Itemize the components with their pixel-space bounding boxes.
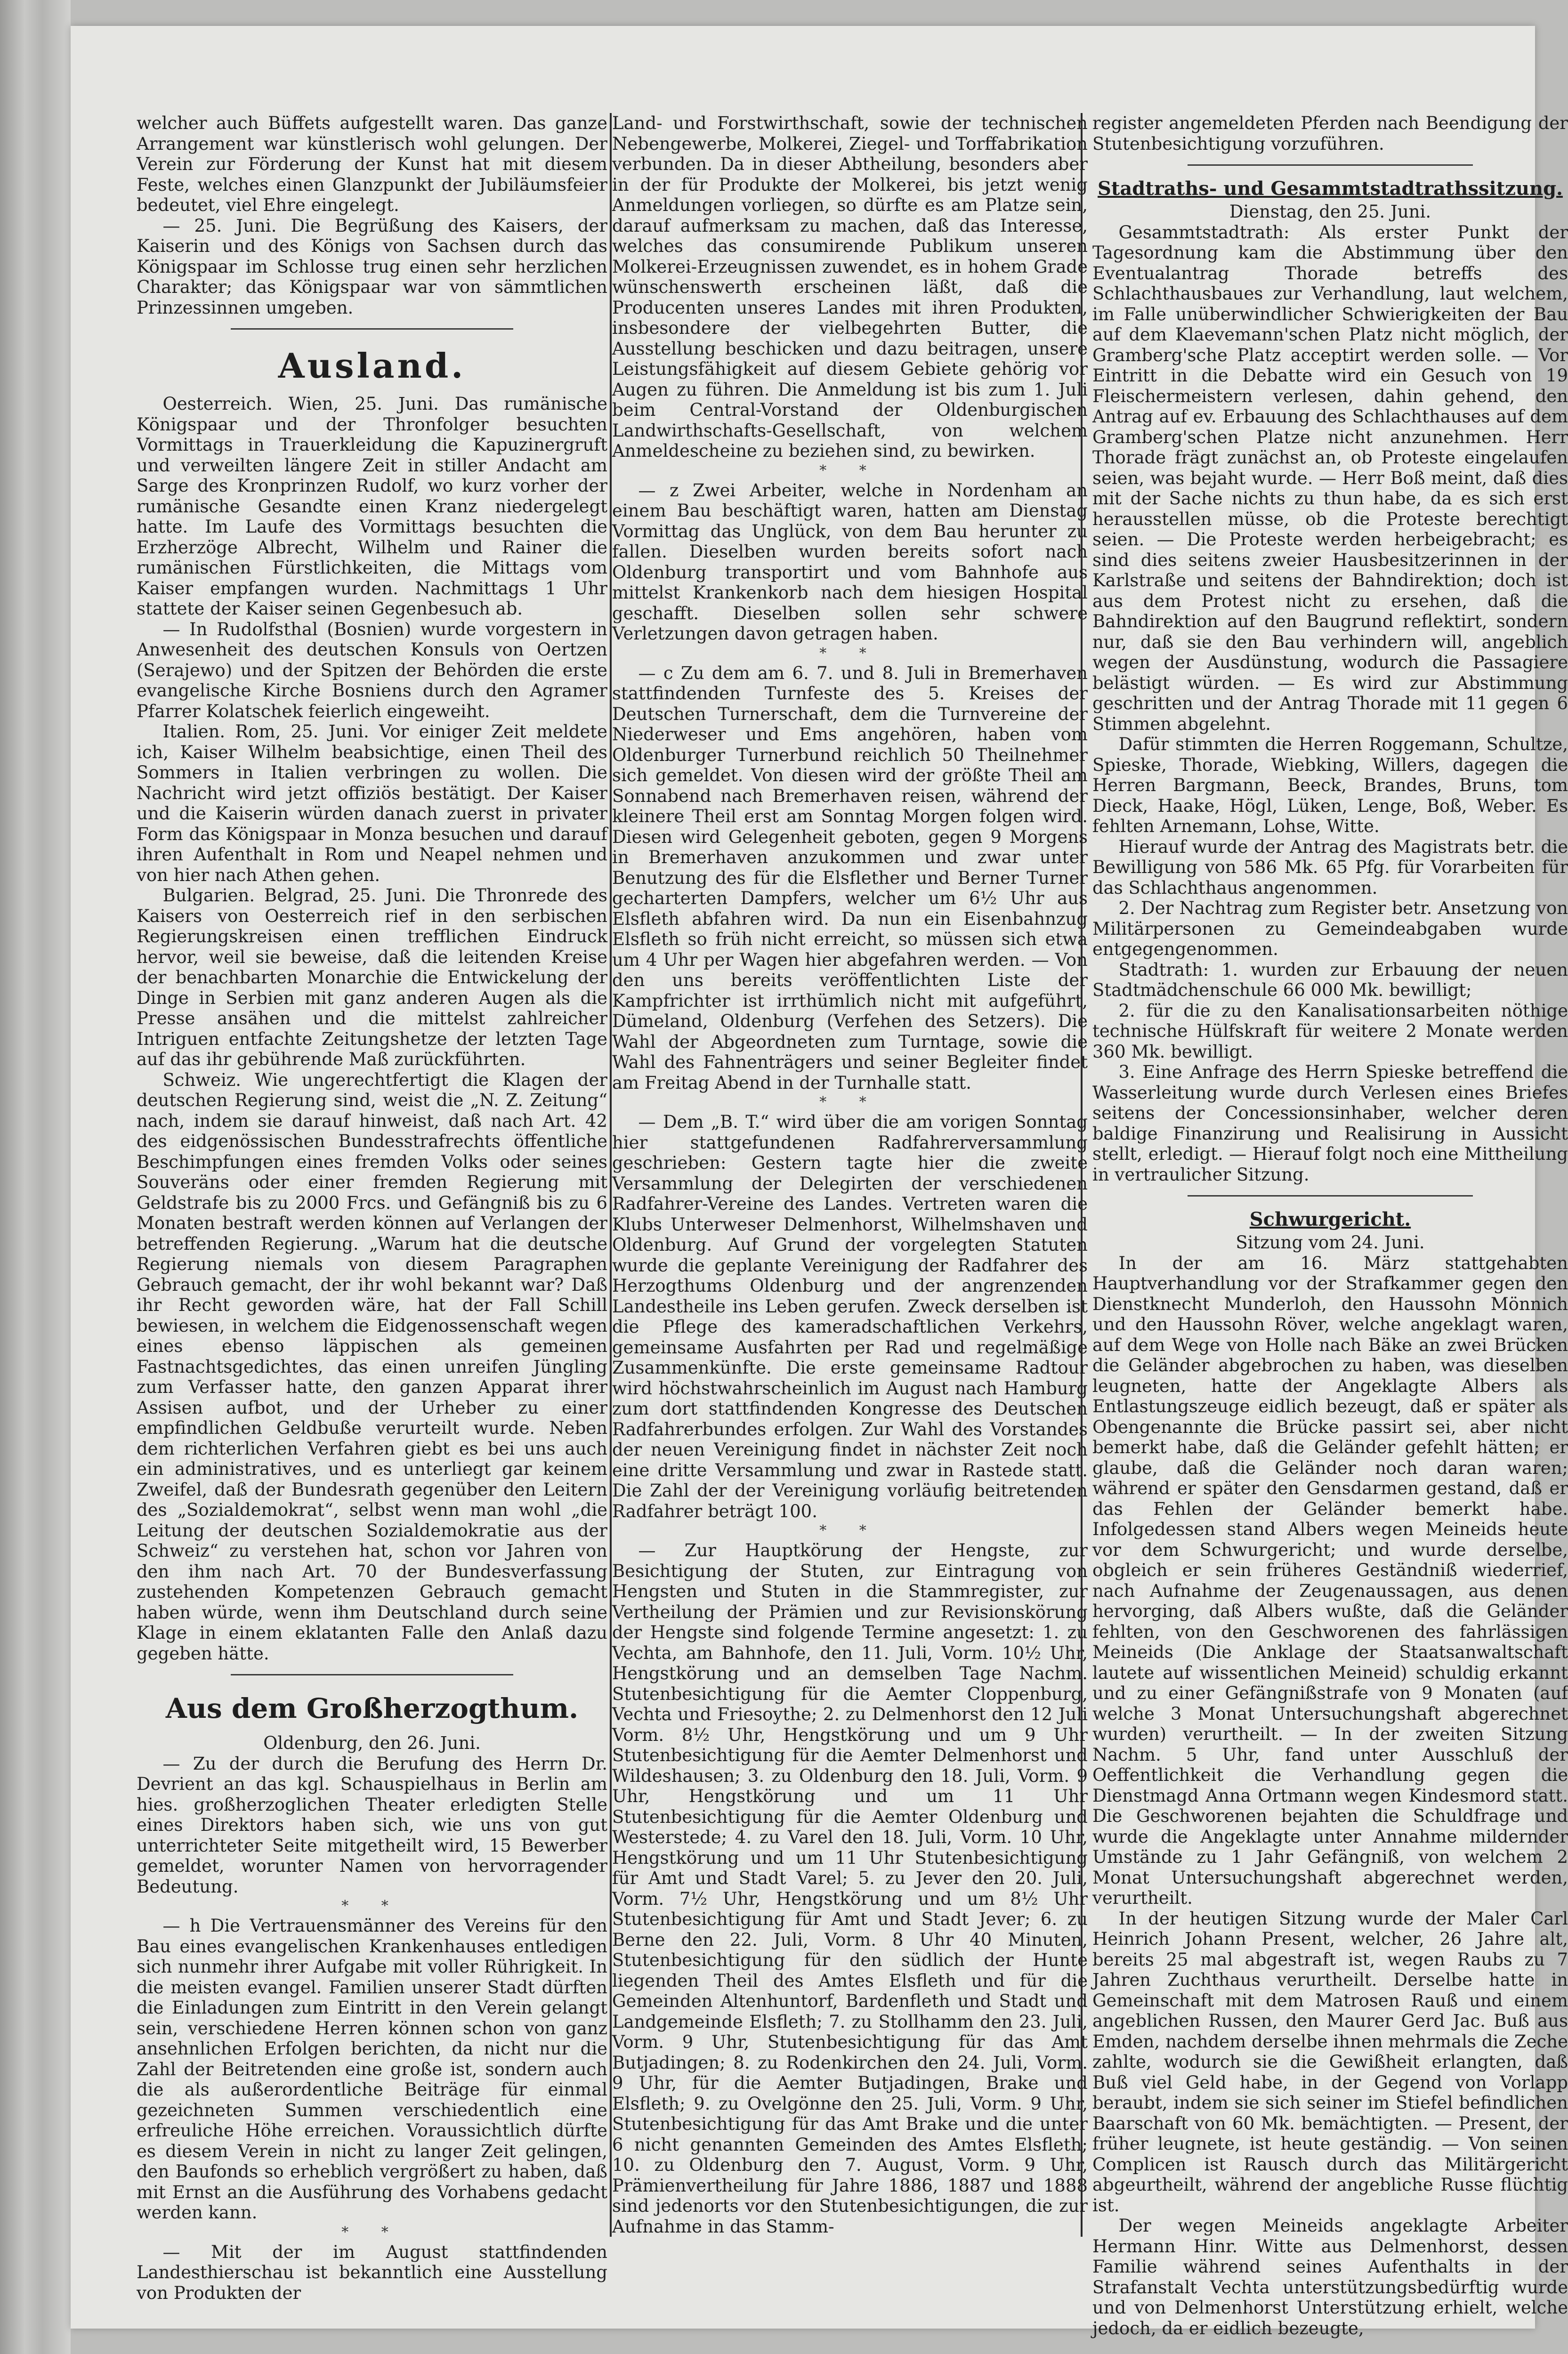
article-paragraph: 2. Der Nachtrag zum Register betr. Ansetzung von Militärpersonen zu Gemeindeabgaben wurde entgegengenommen. xyxy=(1092,898,1568,959)
article-paragraph: — z Zwei Arbeiter, welche in Nordenham an einem Bau beschäftigt waren, hatten am Dienstag Vormittag das Unglück, von dem Bau herunter zu fallen. Dieselben wurden bereits sofort nach Oldenburg transportirt und vom Bahnhofe aus mittelst Krankenkorb nach dem hiesigen Hospital geschafft. Dieselben sollen sehr schwere Verletzungen davon getragen haben. xyxy=(612,480,1088,644)
section-divider xyxy=(1188,164,1473,166)
article-paragraph: welcher auch Büffets aufgestellt waren. Das ganze Arrangement war künstlerisch wohl gelungen. Der Verein zur Förderung der Kunst hat mit diesem Feste, welches einen Glanzpunkt der Jubiläumsfeier bedeutet, viel Ehre eingelegt. xyxy=(137,113,607,215)
article-paragraph: — Zur Hauptkörung der Hengste, zur Besichtigung der Stuten, zur Eintragung von Hengsten und Stuten in die Stammregister, zur Vertheilung der Prämien und zur Revisionskörung der Hengste sind folgende Termine angesetzt: 1. zu Vechta, am Bahnhofe, den 11. Juli, Vorm. 10½ Uhr, Hengstkörung und an demselben Tage Nachm. Stutenbesichtigung für die Aemter Cloppenburg, Vechta und Friesoythe; 2. zu Delmenhorst den 12 Juli Vorm. 8½ Uhr, Hengstkörung und um 9 Uhr Stutenbesichtigung für die Aemter Delmenhorst und Wildeshausen; 3. zu Oldenburg den 18. Juli, Vorm. 9 Uhr, Hengstkörung und um 11 Uhr Stutenbesichtigung für die Aemter Oldenburg und Westerstede; 4. zu Varel den 18. Juli, Vorm. 10 Uhr, Hengstkörung und um 11 Uhr Stutenbesichtigung für Amt und Stadt Varel; 5. zu Jever den 20. Juli, Vorm. 7½ Uhr, Hengstkörung und um 8½ Uhr Stutenbesichtigung für Amt und Stadt Jever; 6. zu Berne den 22. Juli, Vorm. 8 Uhr 40 Minuten, Stutenbesichtigung für den südlich der Hunte liegenden Theil des Amtes Elsfleth und für die Gemeinden Altenhuntorf, Bardenfleth und Stadt und Landgemeinde Elsfleth; 7. zu Stollhamm den 23. Juli, Vorm. 9 Uhr, Stutenbesichtigung für das Amt Butjadingen; 8. zu Rodenkirchen den 24. Juli, Vorm. 9 Uhr, für die Aemter Butjadingen, Brake und Elsfleth; 9. zu Ovelgönne den 25. Juli, Vorm. 9 Uhr, Stutenbesichtigung für das Amt Brake und die unter 6 nicht genannten Gemeinden des Amtes Elsfleth; 10. zu Oldenburg den 7. August, Vorm. 9 Uhr, Prämienvertheilung für Jahre 1886, 1887 und 1888 sind jedenorts vor den Stutenbesichtigungen, die zur Aufnahme in das Stamm- xyxy=(612,1540,1088,2237)
article-paragraph: Hierauf wurde der Antrag des Magistrats betr. die Bewilligung von 586 Mk. 65 Pfg. für Vorarbeiten für das Schlachthaus angenommen. xyxy=(1092,836,1568,898)
article-paragraph: Bulgarien. Belgrad, 25. Juni. Die Thronrede des Kaisers von Oesterreich rief in den serbischen Regierungskreisen einen trefflichen Eindruck hervor, weil sie beweise, daß die leitenden Kreise der benachbarten Monarchie die Entwickelung der Dinge in Serbien mit ganz anderen Augen als die Presse ansähen und die mittelst zahlreicher Intriguen entfachte Zeitungshetze der letzten Tage auf das ihr gebührende Maß zurückführten. xyxy=(137,885,607,1069)
article-paragraph: Italien. Rom, 25. Juni. Vor einiger Zeit meldete ich, Kaiser Wilhelm beabsichtige, einen Theil des Sommers in Italien verbringen zu wollen. Die Nachricht wird jetzt offiziös bestätigt. Der Kaiser und die Kaiserin würden danach zuerst in privater Form das Königspaar in Monza besuchen und darauf ihren Aufenthalt in Rom und Neapel nehmen und von hier nach Athen gehen. xyxy=(137,721,607,885)
section-heading: Ausland. xyxy=(278,346,466,386)
dateline: Dienstag, den 25. Juni. xyxy=(1229,202,1431,222)
section-divider xyxy=(231,328,513,330)
dateline: Sitzung vom 24. Juni. xyxy=(1236,1232,1425,1253)
article-paragraph: Stadtrath: 1. wurden zur Erbauung der neuen Stadtmädchenschule 66 000 Mk. bewilligt; xyxy=(1092,959,1568,1000)
column-3 xyxy=(1092,113,1568,2338)
section-heading: Schwurgericht. xyxy=(1249,1208,1411,1230)
asterism-separator: * * xyxy=(819,1094,881,1110)
article-paragraph: Dafür stimmten die Herren Roggemann, Schultze, Spieske, Thorade, Wiebking, Willers, dagegen die Herren Bargmann, Beeck, Brandes, Bruns, tom Dieck, Haake, Högl, Lüken, Lenge, Boß, Weber. Es fehlten Arnemann, Lohse, Witte. xyxy=(1092,734,1568,836)
book-binding-edge xyxy=(0,0,71,2354)
section-divider xyxy=(1188,1195,1473,1197)
article-paragraph: — 25. Juni. Die Begrüßung des Kaisers, der Kaiserin und des Königs von Sachsen durch das Königspaar im Schlosse trug einen sehr herzlichen Charakter; das Königspaar war von sämmtlichen Prinzessinnen umgeben. xyxy=(137,215,607,318)
asterism-separator: * * xyxy=(341,1898,403,1914)
article-paragraph: — Mit der im August stattfindenden Landesthierschau ist bekanntlich eine Ausstellung von Produkten der xyxy=(137,2241,607,2303)
article-paragraph: — h Die Vertrauensmänner des Vereins für den Bau eines evangelischen Krankenhauses entledigen sich nunmehr ihrer Aufgabe mit voller Rührigkeit. In die meisten evangel. Familien unserer Stadt dürften die Einladungen zum Eintritt in den Verein gelangt sein, verschiedene Herren können schon von ganz ansehnlichen Erfolgen berichten, da nicht nur die Zahl der Beitretenden eine große ist, sondern auch die als außerordentliche Beiträge für einmal gezeichneten Summen verschiedentlich eine erfreuliche Höhe erreichen. Voraussichtlich dürfte es diesem Verein in nicht zu langer Zeit gelingen, den Baufonds so erheblich vergrößert zu haben, daß mit Ernst an die Ausführung des Vorhabens gedacht werden kann. xyxy=(137,1916,607,2223)
asterism-separator: * * xyxy=(819,645,881,662)
column-1 xyxy=(137,113,607,2303)
article-paragraph: 3. Eine Anfrage des Herrn Spieske betreffend die Wasserleitung wurde durch Verlesen eines Briefes seitens der Concessionsinhaber, welcher deren baldige Finanzirung und Realisirung in Aussicht stellt, erledigt. — Hierauf folgt noch eine Mittheilung in vertraulicher Sitzung. xyxy=(1092,1062,1568,1185)
asterism-separator: * * xyxy=(341,2224,403,2241)
column-rule xyxy=(610,113,612,2237)
newspaper-page xyxy=(71,26,1568,2338)
article-paragraph: Gesammtstadtrath: Als erster Punkt der Tagesordnung kam die Abstimmung über den Eventualantrag Thorade betreffs des Schlachthausbaues zur Verhandlung, laut welchem, im Falle unüberwindlicher Schwierigkeiten der Bau auf dem Klaevemann'schen Platz nicht möglich, der Gramberg'sche Platz acceptirt werden solle. — Vor Eintritt in die Debatte wird ein Gesuch von 19 Fleischermeistern verlesen, dahin gehend, den Antrag auf ev. Erbauung des Schlachthauses auf dem Gramberg'schen Platze nicht anzunehmen. Herr Thorade frägt zunächst an, ob Proteste eingelaufen seien, was bejaht wurde. — Herr Boß meint, daß dies mit der Sache nichts zu thun habe, da es sich erst herausstellen müsse, ob die Proteste berechtigt seien. — Die Proteste werden herbeigebracht; es sind dies seitens zweier Hausbesitzerinnen in der Karlstraße und seitens der Bahndirektion; doch ist aus dem Protest nicht zu ersehen, daß die Bahndirektion auf den Baugrund reflektirt, sondern nur, daß sie den Bau verhindern will, angeblich wegen der Ausdünstung, wodurch die Passagiere belästigt würden. — Es wird zur Abstimmung geschritten und der Antrag Thorade mit 11 gegen 6 Stimmen abgelehnt. xyxy=(1092,222,1568,734)
article-paragraph: In der heutigen Sitzung wurde der Maler Carl Heinrich Johann Present, welcher, 26 Jahre alt, bereits 25 mal abgestraft ist, wegen Raubs zu 7 Jahren Zuchthaus verurtheilt. Derselbe hatte in Gemeinschaft mit dem Matrosen Rauß und einem angeblichen Russen, den Maurer Gerd Jac. Buß aus Emden, nachdem derselbe ihnen mehrmals die Zeche zahlte, wodurch sie die Gewißheit erlangten, daß Buß viel Geld habe, in der Gegend von Vorlapp beraubt, indem sie sich seiner im Stiefel befindlichen Baarschaft von 60 Mk. bemächtigten. — Present, der früher leugnete, ist heute geständig. — Von seinen Complicen ist Rausch durch das Militärgericht abgeurtheilt, während der angebliche Russe flüchtig ist. xyxy=(1092,1908,1568,2216)
article-paragraph: In der am 16. März stattgehabten Hauptverhandlung vor der Strafkammer gegen den Dienstknecht Munderloh, den Haussohn Mönnich und den Haussohn Röver, welche angeklagt waren, auf dem Wege von Holle nach Bäke an zwei Brücken die Geländer abgebrochen zu haben, was dieselben leugneten, hatte der Angeklagte Albers als Entlastungszeuge eidlich bezeugt, daß er später als Obengenannte die Brücke passirt sei, aber nicht bemerkt habe, daß die Geländer gefehlt hätten; er glaube, daß die Geländer noch daran waren; während er später den Gensdarmen gestand, daß er das Fehlen der Geländer bemerkt habe. Infolgedessen stand Albers wegen Meineids heute vor dem Schwurgericht; und wurde derselbe, obgleich er sein früheres Geständniß wiederrief, nach Aufnahme der Zeugenaussagen, aus denen hervorging, daß Albers wußte, daß die Geländer fehlten, von den Geschworenen des fahrlässigen Meineids (Die Anklage der Staatsanwaltschaft lautete auf wissentlichen Meineid) schuldig erkannt und zu einer Gefängnißstrafe von 9 Monaten (auf welche 3 Monat Untersuchungshaft abgerechnet wurden) verurtheilt. — In der zweiten Sitzung Nachm. 5 Uhr, fand unter Ausschluß der Oeffentlichkeit die Verhandlung gegen die Dienstmagd Anna Ortmann wegen Kindesmord statt. Die Geschworenen bejahten die Schuldfrage und wurde die Angeklagte unter Annahme mildernder Umstände zu 1 Jahr Gefängniß, von welchem 2 Monat Untersuchungshaft abgerechnet werden, verurtheilt. xyxy=(1092,1253,1568,1908)
dateline: Oldenburg, den 26. Juni. xyxy=(263,1733,481,1753)
section-heading: Stadtraths- und Gesammtstadtrathssitzung. xyxy=(1098,178,1563,200)
article-paragraph: Schweiz. Wie ungerechtfertigt die Klagen der deutschen Regierung sind, weist die „N. Z. Zeitung“ nach, indem sie darauf hinweist, daß nach Art. 42 des eidgenössischen Bundesstrafrechts öffentliche Beschimpfungen eines fremden Volks oder seines Souveräns oder einer fremden Regierung mit Geldstrafe bis zu 2000 Frcs. und Gefängniß bis zu 6 Monaten bestraft werden können auf Verlangen der betreffenden Regierung. „Warum hat die deutsche Regierung niemals von diesem Paragraphen Gebrauch gemacht, der ihr wohl bekannt war? Daß ihr Recht geworden wäre, hat der Fall Schill bewiesen, in welchem die Eidgenossenschaft wegen eines ebenso läppischen als gemeinen Fastnachtsgedichtes, das einen unreifen Jüngling zum Verfasser hatte, den ganzen Apparat ihrer Assisen aufbot, und der Urheber zu einer empfindlichen Geldbuße verurteilt wurde. Neben dem richterlichen Verfahren giebt es bei uns auch ein administratives, und es unterliegt gar keinem Zweifel, daß der Bundesrath gegenüber den Leitern des „Sozialdemokrat“, selbst wenn man wohl „die Leitung der deutschen Sozialdemokratie aus der Schweiz“ zu verstehen hat, schon vor Jahren von den ihm nach Art. 70 der Bundesverfassung zustehenden Kompetenzen Gebrauch gemacht haben würde, wenn ihm Deutschland durch seine Klage in einem eklatanten Falle den Anlaß dazu gegeben hätte. xyxy=(137,1069,607,1664)
article-paragraph: — c Zu dem am 6. 7. und 8. Juli in Bremerhaven stattfindenden Turnfeste des 5. Kreises der Deutschen Turnerschaft, dem die Turnvereine der Niederweser und Ems angehören, haben vom Oldenburger Turnerbund reichlich 50 Theilnehmer sich gemeldet. Von diesen wird der größte Theil am Sonnabend nach Bremerhaven reisen, während der kleinere Theil erst am Sonntag Morgen folgen wird. Diesen wird Gelegenheit geboten, gegen 9 Morgens in Bremerhaven anzukommen und zwar unter Benutzung des für die Elsflether und Berner Turner gecharterten Dampfers, welcher um 6½ Uhr aus Elsfleth abfahren wird. Da nun ein Eisenbahnzug Elsfleth so früh nicht erreicht, so müssen sich etwa um 4 Uhr per Wagen hier abgefahren werden. — Von den uns bereits veröffentlichten Liste der Kampfrichter ist irrthümlich nicht mit aufgeführt, Dümeland, Oldenburg (Verfehen des Setzers). Die Wahl der Abgeordneten zum Turntage, sowie die Wahl des Fahnenträgers und seiner Begleiter findet am Freitag Abend in der Turnhalle statt. xyxy=(612,663,1088,1093)
article-paragraph: 2. für die zu den Kanalisationsarbeiten nöthige technische Hülfskraft für weitere 2 Monate werden 360 Mk. bewilligt. xyxy=(1092,1000,1568,1062)
article-paragraph: — Zu der durch die Berufung des Herrn Dr. Devrient an das kgl. Schauspielhaus in Berlin am hies. großherzoglichen Theater erledigten Stelle eines Direktors haben sich, wie uns von gut unterrichteter Seite mitgetheilt wird, 15 Bewerber gemeldet, worunter Namen von hervorragender Bedeutung. xyxy=(137,1753,607,1897)
article-paragraph: Oesterreich. Wien, 25. Juni. Das rumänische Königspaar und der Thronfolger besuchten Vormittags in Trauerkleidung die Kapuzinergruft und verweilten längere Zeit in stiller Andacht am Sarge des Kronprinzen Rudolf, wo kurz vorher der rumänische Gesandte einen Kranz niedergelegt hatte. Im Laufe des Vormittags besuchten die Erzherzöge Albrecht, Wilhelm und Rainer die rumänischen Fürstlichkeiten, die Mittags vom Kaiser empfangen wurden. Nachmittags 1 Uhr stattete der Kaiser seinen Gegenbesuch ab. xyxy=(137,394,607,619)
section-divider xyxy=(231,1674,513,1675)
asterism-separator: * * xyxy=(819,462,881,479)
asterism-separator: * * xyxy=(819,1522,881,1539)
article-paragraph: Land- und Forstwirthschaft, sowie der technischen Nebengewerbe, Molkerei, Ziegel- und Torffabrikation verbunden. Da in dieser Abtheilung, besonders aber in der für Produkte der Molkerei, bis jetzt wenig Anmeldungen vorliegen, so dürfte es am Platze sein, darauf aufmerksam zu machen, daß das Interesse, welches das consumirende Publikum unseren Molkerei-Erzeugnissen zuwendet, es in hohem Grade wünschenswerth erscheinen läßt, daß die Producenten unseres Landes mit ihren Produkten, insbesondere der vielbegehrten Butter, die Ausstellung beschicken und dazu beitragen, unsere Leistungsfähigkeit auf diesem Gebiete gehörig vor Augen zu führen. Die Anmeldung ist bis zum 1. Juli beim Central-Vorstand der Oldenburgischen Landwirthschafts-Gesellschaft, von welchem Anmeldescheine zu beziehen sind, zu bewirken. xyxy=(612,113,1088,461)
article-paragraph: — In Rudolfsthal (Bosnien) wurde vorgestern in Anwesenheit des deutschen Konsuls von Oertzen (Serajewo) und der Spitzen der Behörden die erste evangelische Kirche Bosniens durch den Agramer Pfarrer Kolatschek feierlich eingeweiht. xyxy=(137,619,607,721)
article-paragraph: Der wegen Meineids angeklagte Arbeiter Hermann Hinr. Witte aus Delmenhorst, dessen Familie während seines Aufenthalts in der Strafanstalt Vechta unterstützungsbedürftig wurde und von Delmenhorst Unterstützung erhielt, welche jedoch, da er eidlich bezeugte, xyxy=(1092,2216,1568,2338)
section-heading: Aus dem Großherzogthum. xyxy=(165,1692,579,1724)
column-2 xyxy=(612,113,1088,2237)
article-paragraph: — Dem „B. T.“ wird über die am vorigen Sonntag hier stattgefundenen Radfahrerversammlung geschrieben: Gestern tagte hier die zweite Versammlung der Delegirten der verschiedenen Radfahrer-Vereine des Landes. Vertreten waren die Klubs Unterweser Delmenhorst, Wilhelmshaven und Oldenburg. Auf Grund der vorgelegten Statuten wurde die geplante Vereinigung der Radfahrer des Herzogthums Oldenburg und der angrenzenden Landestheile ins Leben gerufen. Zweck derselben ist die Pflege des kameradschaftlichen Verkehrs, gemeinsame Ausfahrten per Rad und regelmäßige Zusammenkünfte. Die erste gemeinsame Radtour wird höchstwahrscheinlich im August nach Hamburg zum dort stattfindenden Kongresse des Deutschen Radfahrerbundes erfolgen. Zur Wahl des Vorstandes der neuen Vereinigung findet in nächster Zeit noch eine dritte Versammlung und zwar in Rastede statt. Die Zahl der der Vereinigung vorläufig beitretenden Radfahrer beträgt 100. xyxy=(612,1112,1088,1521)
article-paragraph: register angemeldeten Pferden nach Beendigung der Stutenbesichtigung vorzuführen. xyxy=(1092,113,1568,154)
